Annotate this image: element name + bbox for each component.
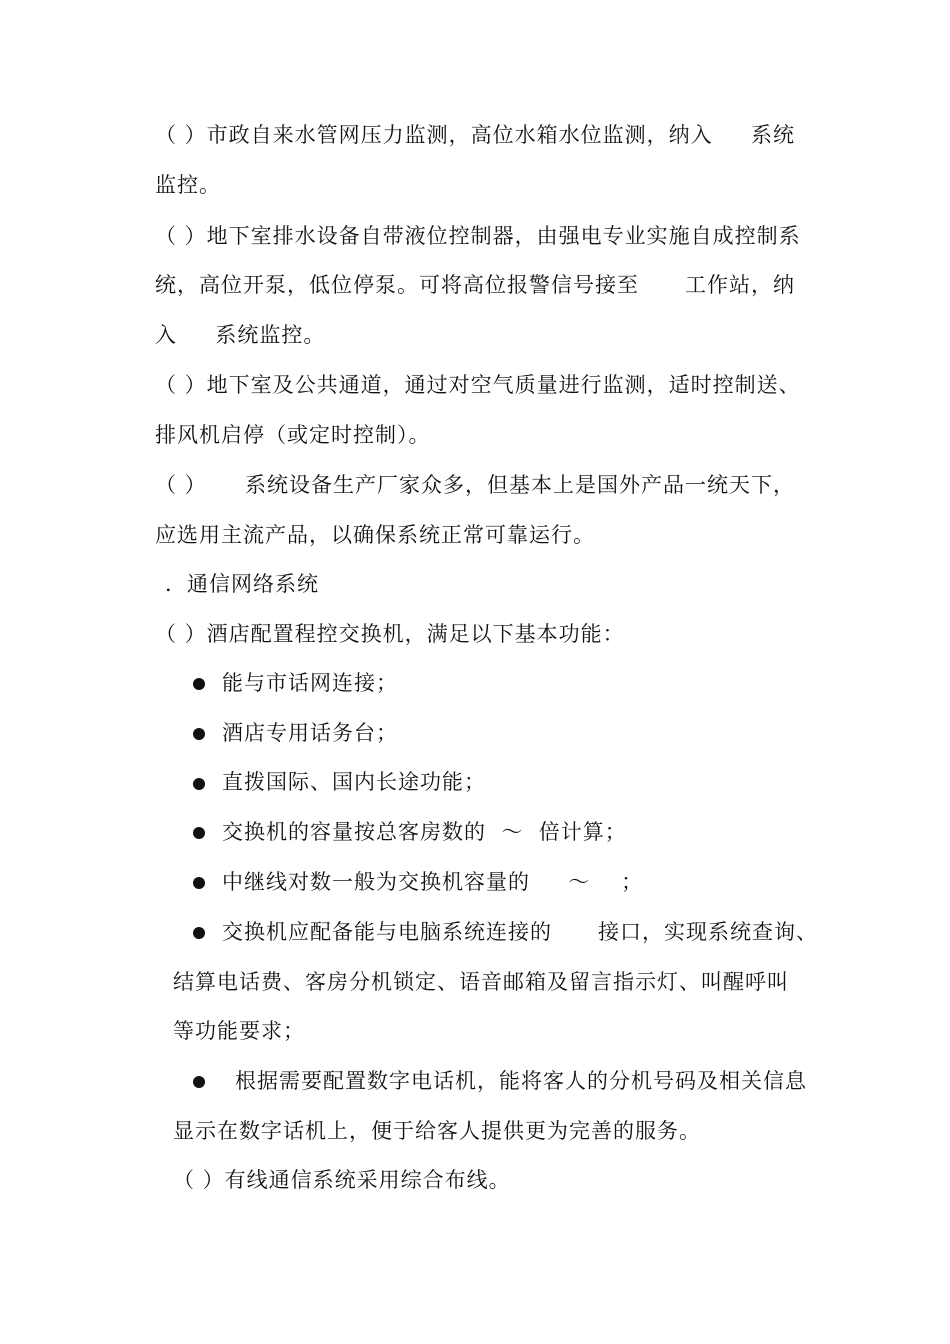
text-line: 排风机启停（或定时控制）。	[155, 423, 431, 447]
bullet-item: 酒店专用话务台；	[222, 721, 398, 745]
text-line: （ ）地下室排水设备自带液位控制器，由强电专业实施自成控制系	[155, 224, 801, 248]
text-line: （ ）酒店配置程控交换机，满足以下基本功能：	[155, 622, 625, 646]
text-line: 监控。	[155, 173, 221, 197]
bullet-continuation: 显示在数字话机上，便于给客人提供更为完善的服务。	[173, 1119, 701, 1143]
bullet-item: 直拨国际、国内长途功能；	[222, 770, 486, 794]
text-line: （ ）地下室及公共通道，通过对空气质量进行监测，适时控制送、	[155, 373, 801, 397]
section-heading: ．通信网络系统	[165, 572, 319, 596]
bullet-continuation: 等功能要求；	[173, 1019, 305, 1043]
text-line: （ ）市政自来水管网压力监测，高位水箱水位监测，纳入 系统	[155, 123, 796, 147]
bullet-icon	[193, 827, 205, 839]
bullet-item: 能与市话网连接；	[222, 671, 398, 695]
text-line: 统，高位开泵，低位停泵。可将高位报警信号接至 工作站，纳	[155, 273, 796, 297]
text-line: （ ） 系统设备生产厂家众多，但基本上是国外产品一统天下，	[155, 473, 796, 497]
text-line: 入 系统监控。	[155, 323, 326, 347]
bullet-icon	[193, 927, 205, 939]
bullet-icon	[193, 877, 205, 889]
bullet-icon	[193, 678, 205, 690]
bullet-icon	[193, 728, 205, 740]
text-line: （ ）有线通信系统采用综合布线。	[173, 1168, 511, 1192]
bullet-item: 根据需要配置数字电话机，能将客人的分机号码及相关信息	[235, 1069, 807, 1093]
bullet-continuation: 结算电话费、客房分机锁定、语音邮箱及留言指示灯、叫醒呼叫	[173, 970, 789, 994]
bullet-item: 中继线对数一般为交换机容量的 ～ ；	[222, 870, 644, 894]
bullet-item: 交换机的容量按总客房数的 ～ 倍计算；	[222, 820, 627, 844]
text-line: 应选用主流产品，以确保系统正常可靠运行。	[155, 523, 595, 547]
bullet-icon	[193, 778, 205, 790]
bullet-icon	[193, 1076, 205, 1088]
bullet-item: 交换机应配备能与电脑系统连接的 接口，实现系统查询、	[222, 920, 819, 944]
